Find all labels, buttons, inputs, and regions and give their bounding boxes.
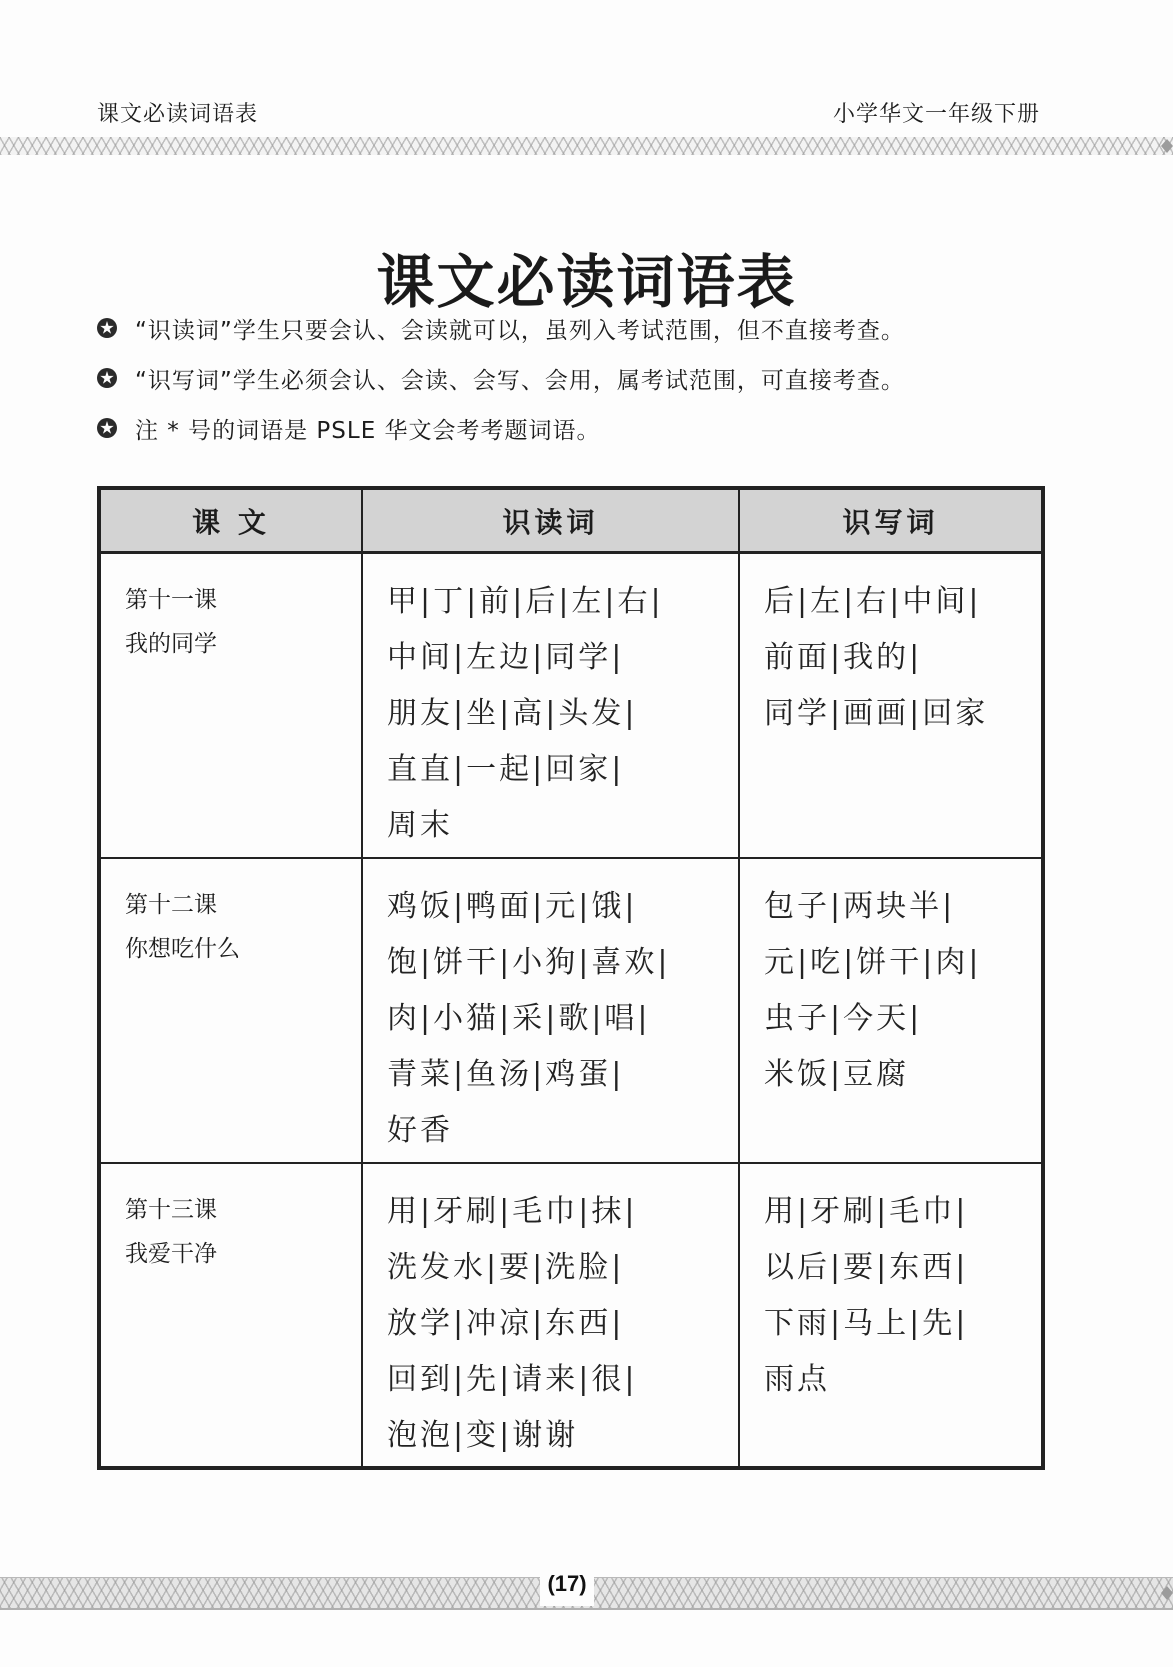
diamond-ornament-icon — [1161, 139, 1173, 153]
read-words-line: 鸡饭|鸭面|元|饿| — [387, 888, 638, 924]
lesson-cell — [99, 858, 362, 1163]
read-words-cell — [362, 553, 739, 858]
table-row — [99, 553, 1043, 858]
write-words-line: 用|牙刷|毛巾| — [764, 1193, 969, 1229]
star-bullet-icon — [97, 368, 117, 388]
vocabulary-table — [97, 486, 1045, 1470]
diamond-ornament-icon — [1161, 1586, 1173, 1600]
read-words-line: 甲|丁|前|后|左|右| — [387, 584, 664, 619]
table-row — [99, 1163, 1043, 1468]
lesson-number: 第十三课 — [125, 1196, 217, 1223]
read-words-line: 泡泡|变|谢谢 — [387, 1417, 579, 1453]
read-words-line: 直直|一起|回家| — [387, 752, 625, 787]
read-words-line: 饱|饼干|小狗|喜欢| — [387, 944, 671, 980]
write-words-line: 同学|画画|回家 — [764, 696, 989, 731]
lesson-number: 第十一课 — [125, 587, 217, 613]
write-words-line: 元|吃|饼干|肉| — [764, 944, 982, 980]
notes-list — [97, 303, 905, 453]
read-words-line: 肉|小猫|采|歌|唱| — [387, 1000, 651, 1036]
lesson-cell — [99, 1163, 362, 1468]
lesson-title: 你想吃什么 — [125, 935, 240, 962]
running-head-right: 小学华文一年级下册 — [832, 102, 1040, 127]
note-text: “识写词”学生必须会认、会读、会写、会用，属考试范围，可直接考查。 — [135, 367, 905, 394]
write-words-line: 虫子|今天| — [764, 1000, 923, 1036]
write-words-line: 雨点 — [764, 1361, 830, 1397]
star-bullet-icon — [97, 318, 117, 338]
table-row — [99, 858, 1043, 1163]
write-words-line: 下雨|马上|先| — [764, 1305, 969, 1341]
write-words-line: 米饭|豆腐 — [764, 1056, 910, 1092]
note-text: “识读词”学生只要会认、会读就可以，虽列入考试范围，但不直接考查。 — [135, 317, 905, 344]
column-header-lesson: 课 文 — [99, 488, 362, 553]
page-number: (17) — [540, 1566, 594, 1606]
star-bullet-icon — [97, 418, 117, 438]
lesson-title: 我爱干净 — [125, 1240, 217, 1267]
read-words-cell — [362, 858, 739, 1163]
page-title: 课文必读词语表 — [376, 247, 797, 316]
read-words-cell — [362, 1163, 739, 1468]
write-words-line: 后|左|右|中间| — [764, 584, 982, 619]
write-words-line: 以后|要|东西| — [764, 1249, 969, 1285]
read-words-line: 回到|先|请来|很| — [387, 1361, 638, 1397]
lesson-title: 我的同学 — [125, 631, 217, 657]
write-words-cell — [739, 858, 1043, 1163]
column-header-read-words: 识读词 — [362, 488, 739, 553]
read-words-line: 洗发水|要|洗脸| — [387, 1249, 625, 1285]
note-item — [97, 403, 905, 453]
header-decorative-band — [0, 137, 1173, 155]
note-item — [97, 353, 905, 403]
table-header-row — [99, 488, 1043, 553]
read-words-line: 放学|冲凉|东西| — [387, 1305, 625, 1341]
write-words-line: 前面|我的| — [764, 640, 923, 675]
read-words-line: 好香 — [387, 1112, 453, 1148]
read-words-line: 用|牙刷|毛巾|抹| — [387, 1193, 638, 1229]
lesson-cell — [99, 553, 362, 858]
write-words-cell — [739, 553, 1043, 858]
read-words-line: 朋友|坐|高|头发| — [387, 696, 638, 731]
write-words-cell — [739, 1163, 1043, 1468]
note-text: 注 * 号的词语是 PSLE 华文会考考题词语。 — [135, 417, 601, 444]
lesson-number: 第十二课 — [125, 891, 217, 918]
read-words-line: 中间|左边|同学| — [387, 640, 625, 675]
write-words-line: 包子|两块半| — [764, 888, 956, 924]
column-header-write-words: 识写词 — [739, 488, 1043, 553]
read-words-line: 周末 — [387, 808, 453, 843]
read-words-line: 青菜|鱼汤|鸡蛋| — [387, 1056, 625, 1092]
running-head-left: 课文必读词语表 — [97, 102, 259, 127]
note-item — [97, 303, 905, 353]
